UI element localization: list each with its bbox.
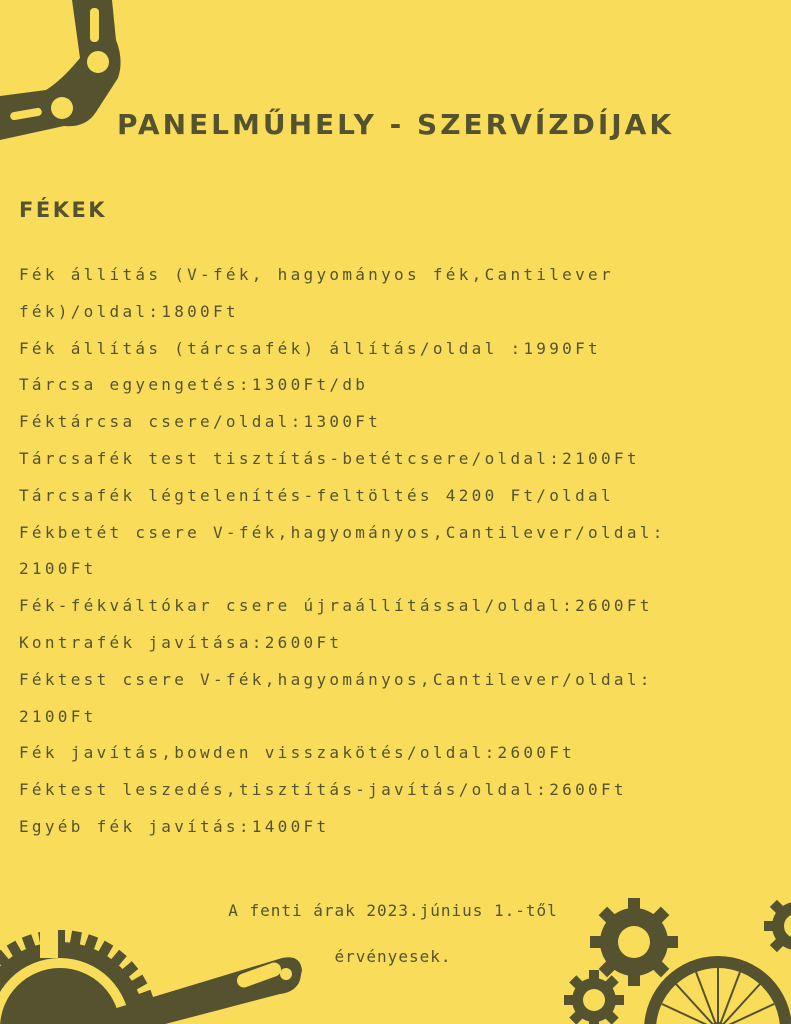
service-item: Egyéb fék javítás:1400Ft: [19, 816, 330, 836]
service-item: Féktest leszedés,tisztítás-javítás/oldal:2600Ft: [19, 780, 627, 800]
validity-note: A fenti árak 2023.június 1.-től érvényesek.: [228, 901, 558, 966]
section-heading-brakes: FÉKEK: [19, 198, 108, 222]
service-item: Tárcsa egyengetés:1300Ft/db: [19, 375, 369, 395]
service-item: Féktest csere V-fék,hagyományos,Cantilever/oldal: 2100Ft: [19, 669, 666, 726]
service-item: Tárcsafék légtelenítés-feltöltés 4200 Ft/oldal: [19, 485, 614, 505]
service-item: Kontrafék javítása:2600Ft: [19, 632, 343, 652]
service-item: Fék-fékváltókar csere újraállítással/oldal:2600Ft: [19, 596, 653, 616]
service-item: Tárcsafék test tisztítás-betétcsere/oldal:2100Ft: [19, 448, 640, 468]
crankset-icon: [0, 918, 310, 1024]
page-title: PANELMŰHELY - SZERVÍZDÍJAK: [116, 108, 675, 141]
service-item: Fék javítás,bowden visszakötés/oldal:2600Ft: [19, 743, 576, 763]
gears-and-wheel-icon: [560, 890, 791, 1024]
service-item: Féktárcsa csere/oldal:1300Ft: [19, 412, 382, 432]
service-price-list: [19, 257, 719, 846]
service-item: Fékbetét csere V-fék,hagyományos,Cantilever/oldal: 2100Ft: [19, 522, 679, 579]
service-item: Fék állítás (V-fék, hagyományos fék,Cantilever fék)/oldal:1800Ft: [19, 265, 627, 321]
service-item: Fék állítás (tárcsafék) állítás/oldal :1990Ft: [19, 338, 601, 358]
